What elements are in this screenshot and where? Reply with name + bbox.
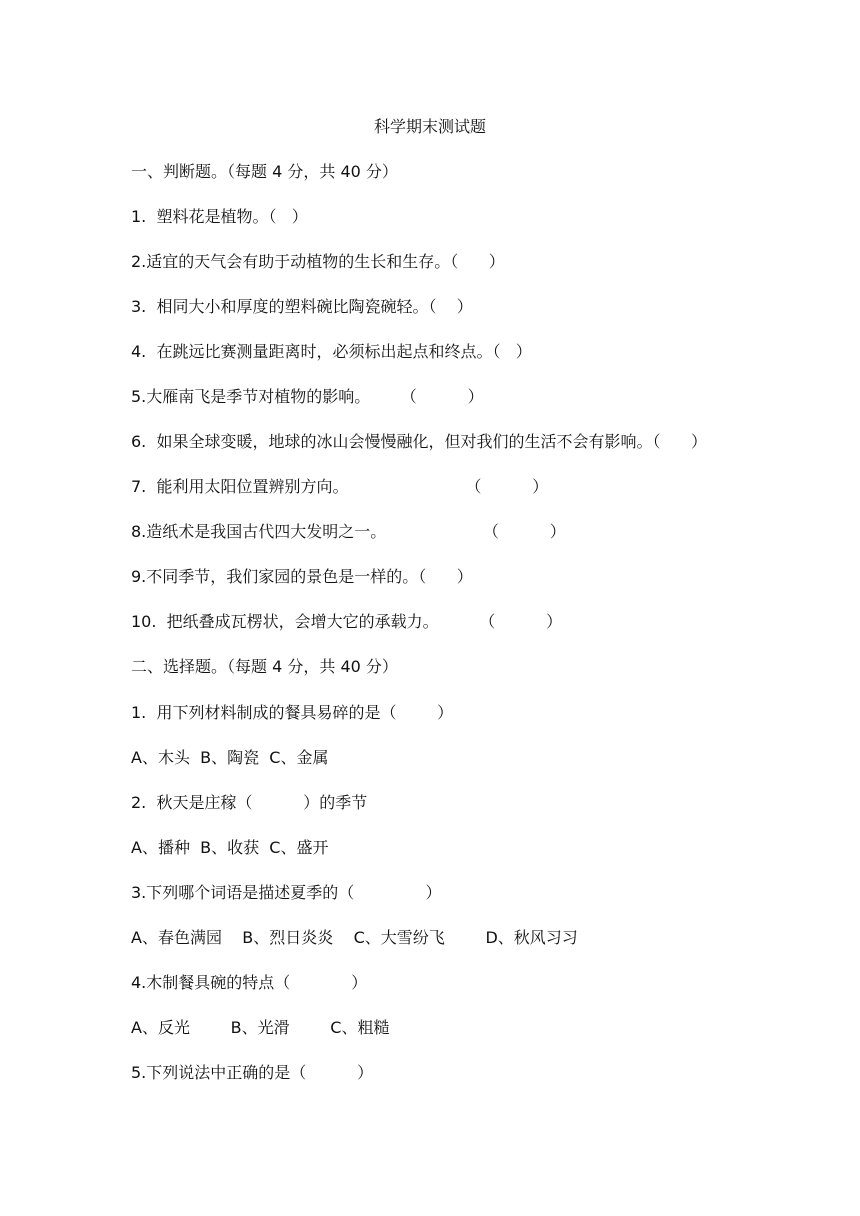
section-heading-judgment: 一、判断题。（每题 4 分，共 40 分） <box>131 162 398 181</box>
judgment-item-5: 5.大雁南飞是季节对植物的影响。 （ ） <box>131 387 484 406</box>
choice-options-1: A、木头 B、陶瓷 C、金属 <box>131 748 329 767</box>
choice-question-5: 5.下列说法中正确的是（ ） <box>131 1063 374 1082</box>
judgment-item-2: 2.适宜的天气会有助于动植物的生长和生存。（ ） <box>131 252 505 271</box>
choice-question-3: 3.下列哪个词语是描述夏季的（ ） <box>131 883 442 902</box>
judgment-item-7: 7. 能利用太阳位置辨别方向。 （ ） <box>131 477 549 496</box>
choice-question-4: 4.木制餐具碗的特点（ ） <box>131 973 368 992</box>
judgment-item-4: 4. 在跳远比赛测量距离时，必须标出起点和终点。（ ） <box>131 342 532 361</box>
judgment-item-3: 3. 相同大小和厚度的塑料碗比陶瓷碗轻。（ ） <box>131 297 473 316</box>
section-heading-choice: 二、选择题。（每题 4 分，共 40 分） <box>131 657 398 676</box>
choice-options-4: A、反光 B、光滑 C、粗糙 <box>131 1018 390 1037</box>
judgment-item-10: 10. 把纸叠成瓦楞状，会增大它的承载力。 （ ） <box>131 612 563 631</box>
judgment-item-9: 9.不同季节，我们家园的景色是一样的。（ ） <box>131 567 473 586</box>
judgment-item-1: 1. 塑料花是植物。（ ） <box>131 207 308 226</box>
choice-options-3: A、春色满园 B、烈日炎炎 C、大雪纷飞 D、秋风习习 <box>131 928 578 947</box>
page-title: 科学期末测试题 <box>373 117 486 136</box>
judgment-item-8: 8.造纸术是我国古代四大发明之一。 （ ） <box>131 522 566 541</box>
choice-question-1: 1. 用下列材料制成的餐具易碎的是（ ） <box>131 703 454 722</box>
choice-options-2: A、播种 B、收获 C、盛开 <box>131 838 329 857</box>
judgment-item-6: 6. 如果全球变暖，地球的冰山会慢慢融化，但对我们的生活不会有影响。（ ） <box>131 432 707 451</box>
choice-question-2: 2. 秋天是庄稼（ ）的季节 <box>131 793 368 812</box>
